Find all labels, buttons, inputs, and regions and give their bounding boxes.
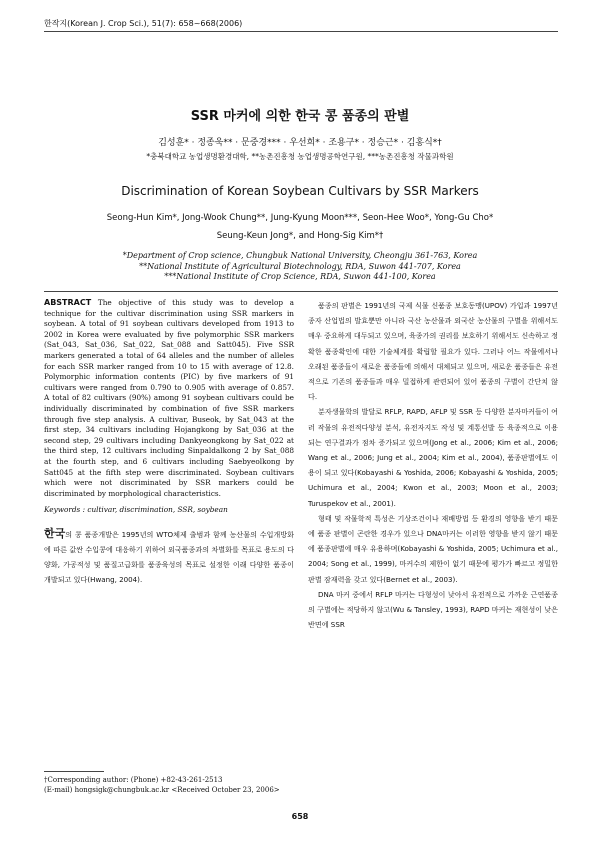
header-rule (44, 31, 558, 32)
journal-citation: 한작지(Korean J. Crop Sci.), 51(7): 658~668(2006) (44, 19, 243, 28)
keywords-text: : cultivar, discrimination, SSR, soybean (82, 505, 228, 515)
keywords-label: Keywords (44, 505, 81, 515)
english-title: Discrimination of Korean Soybean Cultivars by SSR Markers (121, 184, 479, 198)
paragraph-1: 품종의 판별은 1991년의 국제 식물 신품종 보호동맹(UPOV) 가입과 1997년 종자 산업법의 발효뿐만 아니라 국산 농산물과 외국산 농산물의 구별을 위해서도 매우 중요하게 대두되고 있으며, 육종가의 권리를 보호하기 위해서도 신속하고 정확한 품종확인에 대한 기술체계를 확립할 필요가 있다. 그러나 어느 작물에서나 오래된 품종들이 새로운 품종들에 의해서 대체되고 있으며, 새로운 품종들은 유전적으로 기존의 품종들과 매우 밀접하게 관련되어 있어 품종의 구별이 간단치 않다. (308, 301, 558, 402)
paragraph-2: 분자생물학의 발달로 RFLP, RAPD, AFLP 및 SSR 등 다양한 분자마커들이 여러 작물의 유전적다양성 분석, 유전자지도 작성 및 계통선발 등 육종적으로 이용되는 연구결과가 점차 증가되고 있으며(Jong et al., 2006; Kim et al., 2006; Wang et al., 2006; Jung et al., 2004; Kim et al., 2004), 품종판별에도 이용이 되고 있다(Kobayashi & Yoshida, 2006; Kobayashi & Yoshida, 2005; Uchimura et al., 2004; Kwon et al., 2003; Moon et al., 2003; Turuspekov et al., 2001). (308, 407, 558, 508)
section-rule (44, 291, 558, 292)
korean-title: SSR 마커에 의한 한국 콩 품종의 판별 (190, 109, 410, 124)
abstract-label: ABSTRACT (44, 298, 92, 307)
korean-affiliations: *충북대학교 농업생명환경대학, **농촌진흥청 농업생명공학연구원, ***농촌진흥청 작물과학원 (146, 152, 454, 161)
abstract-text: The objective of this study was to develop a technique for the cultivar discrimination using SSR markers in soybean. A total of 91 soybean cultivars developed from 1913 to 2002 in Korea were evaluated by five polymorphic SSR markers (Sat_043, Sat_036, Sat_022, Sat_088 and Satt045). Five SSR markers generated a total of 64 alleles and the number of alleles for each SSR marker ranged from 10 to 15 with average of 12.8. Polymorphic information contents (PIC) by five markers of 91 cultivars were ranged from 0.790 to 0.905 with average of 0.857. A total of 82 cultivars (90%) among 91 soybean cultivars could be individually discriminated by combination of five SSR markers through five step analysis. A cultivar, Buseok, by Sat_043 at the first step, 34 cultivars including Hojangkong by Sat_036 at the second step, 29 cultivars including Dankyeongkong by Sat_022 at the third step, 12 cultivars including Sinpaldalkong 2 by Sat_088 at the fourth step, and 6 cultivars including Saebyeolkong by Satt045 at the fifth step were discriminated. Soybean cultivars which were not discriminated by SSR markers could be discriminated by morphological characteristics. (44, 298, 294, 498)
left-column (44, 298, 294, 588)
keywords (44, 505, 294, 516)
footnote-line1: †Corresponding author: (Phone) +82-43-261-2513 (44, 776, 223, 784)
english-affiliations (0, 251, 600, 283)
page-number: 658 (291, 812, 309, 821)
paragraph-3: 형태 및 작물학적 특성은 기상조건이나 재배방법 등 환경의 영향을 받기 때문에 품종 판별이 곤란한 경우가 있으나 DNA마커는 이러한 영향을 받지 않기 때문에 품종판별에 매우 유용하며(Kobayashi & Yoshida, 2005; Uchimura et al., 2004; Song et al., 1999), 마커수의 제한이 없기 때문에 평가가 빠르고 정밀한 판별 잠재력을 갖고 있다(Bernet et al., 2003). (308, 513, 558, 584)
affiliation-1: *Department of Crop science, Chungbuk National University, Cheongju 361-763, Korea (122, 251, 478, 260)
affiliation-3: ***National Institute of Crop Science, RDA, Suwon 441-100, Korea (164, 272, 436, 281)
right-column (308, 298, 558, 632)
english-authors-line1: Seong-Hun Kim*, Jong-Wook Chung**, Jung-Kyung Moon***, Seon-Hee Woo*, Yong-Gu Cho* (106, 213, 494, 223)
affiliation-2: **National Institute of Agricultural Biotechnology, RDA, Suwon 441-707, Korea (139, 261, 461, 271)
english-authors (0, 209, 600, 245)
drop-cap: 한국 (44, 526, 66, 540)
intro-text: 의 콩 품종개발은 1995년의 WTO체제 출범과 함께 농산물의 수입개방화에 따른 값싼 수입콩에 대응하기 위하여 외국품종과의 차별화를 목표로 용도의 다양화, 가공적성 및 품질고급화를 품종육성의 목표로 설정한 이래 다양한 품종이 개발되고 있다(Hwang, 2004). (44, 529, 294, 585)
abstract (44, 298, 294, 499)
paragraph-4: DNA 마커 중에서 RFLP 마커는 다형성이 낮아서 유전적으로 가까운 근연품종의 구별에는 적당하지 않고(Wu & Tansley, 1993), RAPD 마커는 재현성이 낮은 반면에 SSR (308, 589, 558, 630)
korean-authors: 김성훈* · 정종욱** · 문중경*** · 우선희* · 조용구* · 정승근* · 김홍식*† (158, 138, 442, 148)
english-authors-line2: Seung-Keun Jong*, and Hong-Sig Kim*† (216, 231, 384, 241)
footnote (44, 775, 304, 795)
footnote-rule (44, 771, 104, 772)
footnote-line2: (E-mail) hongsigk@chungbuk.ac.kr <Received October 23, 2006> (44, 786, 280, 794)
intro-paragraph (44, 526, 294, 588)
